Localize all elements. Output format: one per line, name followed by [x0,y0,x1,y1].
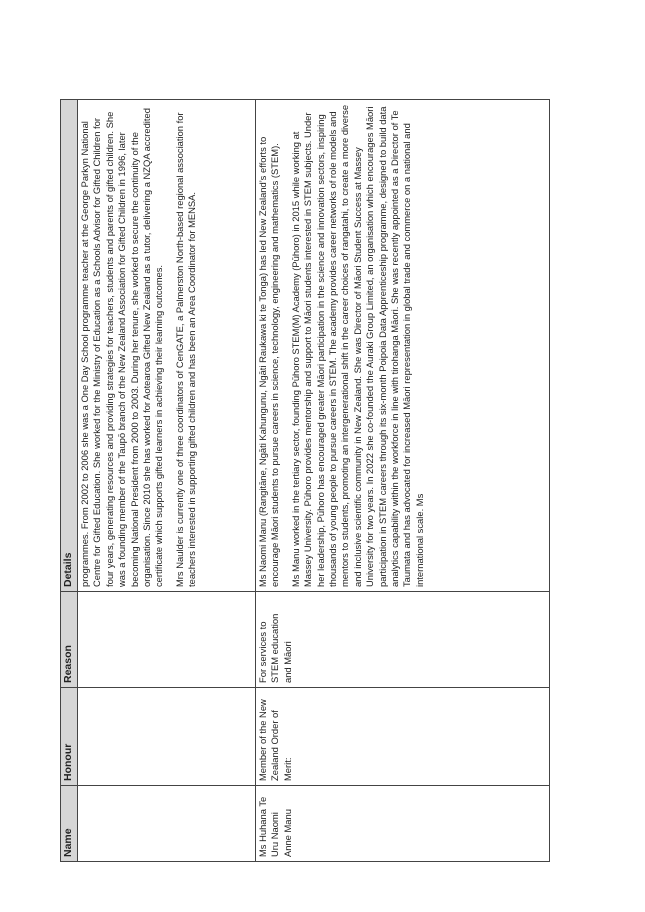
rotated-table-container [60,100,550,862]
honours-table [60,99,550,862]
cell-honour [78,688,256,786]
header-honour: Honour [61,688,78,786]
cell-name: Ms Huhana Te Uru Naomi Anne Manu [256,786,550,862]
cell-honour: Member of the New Zealand Order of Merit: [256,688,550,786]
cell-details [256,100,550,592]
cell-details [78,100,256,592]
details-paragraph: Mrs Naulder is currently one of three coordinators of CenGATE, a Palmerston North-based regional association for teachers interested in supporting gifted children and has been an Area Coordinator for MENSA. [173,112,198,587]
details-paragraph: Ms Manu worked in the tertiary sector, founding Pūhoro STEM(M) Academy (Pūhoro) in 2015 while working at Massey University. Pūhoro provides mentorship and support to Māori students interested in STEM subjects. Under her leadership, Pūhoro has encouraged greater Māori participation in the science and innovation sectors, inspiring thousands of young people to pursue careers in STEM. The academy provides career networks of role models and mentors to students, promoting an intergenerational shift in the career choices of rangatahi, to create a more diverse and inclusive scientific community in New Zealand. She was Director of Māori Student Success at Massey University for two years. In 2022 she co-founded the Auraki Group Limited, an organisation which encourages Māori participation in STEM careers through its six-month Poipoia Data Apprenticeship programme, designed to build data analytics capability within the workforce in line with tirohanga Māori. She was recently appointed as a Director of Te Taumata and has advocated for increased Māori representation in global trade and commerce on a national and international scale. Ms [289,104,425,587]
cell-reason [78,592,256,688]
cell-name [78,786,256,862]
table-row [78,100,256,862]
table-header-row [61,100,78,862]
header-details: Details [61,100,78,592]
cell-reason: For services to STEM education and Māori [256,592,550,688]
header-name: Name [61,786,78,862]
header-reason: Reason [61,592,78,688]
details-paragraph: Ms Naomi Manu (Rangitāne, Ngāti Kahungunu, Ngāti Raukawa ki te Tonga) has led New Zealand’s efforts to encourage Māori students to pursue careers in science, technology, engineering and mathematics (STEM). [257,136,281,587]
details-paragraph: programmes. From 2002 to 2006 she was a One Day School programme teacher at the George Parkyn National Centre for Gifted Education. She worked for the Ministry of Education as a Schools Advisor for Gifted Children for four years, generating resources and providing strategies for teachers, students and parents of gifted children. She was a founding member of the Taupō branch of the New Zealand Association for Gifted Children in 1996, later becoming National President from 2000 to 2003. During her tenure, she worked to secure the continuity of the organisation. Since 2010 she has worked for Aotearoa Gifted New Zealand as a tutor, delivering a NZQA accredited certificate which supports gifted learners in achieving their learning outcomes. [79,108,165,587]
table-row [256,100,550,862]
